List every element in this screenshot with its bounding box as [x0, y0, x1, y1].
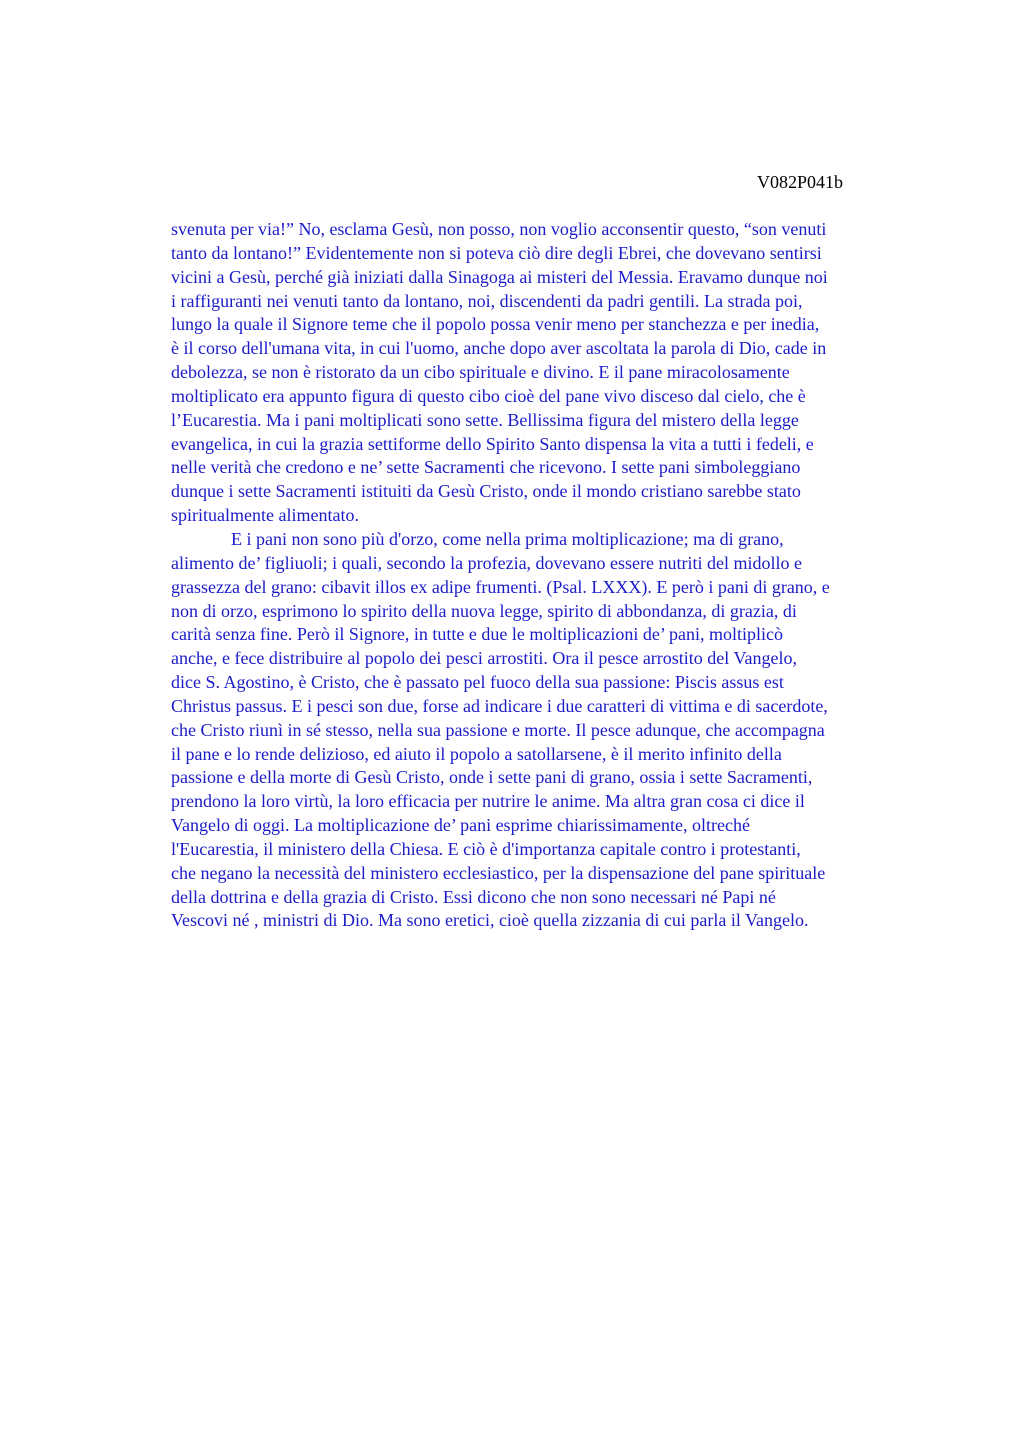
text-line: lungo la quale il Signore teme che il popolo possa venir meno per stanchezza e per inedia,	[171, 314, 820, 335]
text-line: Vescovi né , ministri di Dio. Ma sono eretici, cioè quella zizzania di cui parla il Vangelo.	[171, 910, 809, 931]
text-line: vicini a Gesù, perché già iniziati dalla Sinagoga ai misteri del Messia. Eravamo dunque noi	[171, 266, 828, 287]
text-line: dunque i sette Sacramenti istituiti da Gesù Cristo, onde il mondo cristiano sarebbe stato	[171, 481, 801, 502]
text-line: che Cristo riunì in sé stesso, nella sua passione e morte. Il pesce adunque, che accompagna	[171, 719, 825, 740]
text-line: moltiplicato era appunto figura di questo cibo cioè del pane vivo disceso dal cielo, che è	[171, 385, 806, 406]
text-line: passione e della morte di Gesù Cristo, onde i sette pani di grano, ossia i sette Sacramenti,	[171, 767, 813, 788]
body-text	[171, 218, 935, 933]
text-line: della dottrina e della grazia di Cristo. Essi dicono che non sono necessari né Papi né	[171, 886, 776, 907]
text-line: l'Eucarestia, il ministero della Chiesa. E ciò è d'importanza capitale contro i protestanti,	[171, 838, 801, 859]
page-identifier: V082P041b	[757, 172, 844, 192]
text-line: svenuta per via!” No, esclama Gesù, non posso, non voglio acconsentir questo, “son venuti	[171, 219, 827, 239]
paragraph-first-line: E i pani non sono più d'orzo, come nella prima moltiplicazione; ma di grano,	[231, 528, 784, 549]
text-line: che negano la necessità del ministero ecclesiastico, per la dispensazione del pane spirituale	[171, 862, 826, 883]
text-line: non di orzo, esprimono lo spirito della nuova legge, spirito di abbondanza, di grazia, di	[171, 600, 797, 621]
text-line: tanto da lontano!” Evidentemente non si poteva ciò dire degli Ebrei, che dovevano sentirsi	[171, 242, 822, 263]
text-line: anche, e fece distribuire al popolo dei pesci arrostiti. Ora il pesce arrostito del Vangelo,	[171, 648, 797, 669]
text-line: evangelica, in cui la grazia settiforme dello Spirito Santo dispensa la vita a tutti i fedeli, e	[171, 433, 814, 454]
text-line: nelle verità che credono e ne’ sette Sacramenti che ricevono. I sette pani simboleggiano	[171, 457, 801, 478]
text-line: è il corso dell'umana vita, in cui l'uomo, anche dopo aver ascoltata la parola di Dio, cade in	[171, 338, 827, 359]
text-line: prendono la loro virtù, la loro efficacia per nutrire le anime. Ma altra gran cosa ci dice il	[171, 791, 805, 812]
text-line: Christus passus. E i pesci son due, forse ad indicare i due caratteri di vittima e di sacerdote,	[171, 695, 828, 716]
text-line: grassezza del grano: cibavit illos ex adipe frumenti. (Psal. LXXX). E però i pani di grano, e	[171, 576, 830, 597]
text-line: il pane e lo rende delizioso, ed aiuto il popolo a satollarsene, è il merito infinito della	[171, 743, 782, 764]
text-line: alimento de’ figliuoli; i quali, secondo la profezia, dovevano essere nutriti del midollo e	[171, 552, 802, 573]
text-line: debolezza, se non è ristorato da un cibo spirituale e divino. E il pane miracolosamente	[171, 362, 790, 383]
text-line: dice S. Agostino, è Cristo, che è passato pel fuoco della sua passione: Piscis assus est	[171, 672, 784, 693]
text-line: i raffiguranti nei venuti tanto da lontano, noi, discendenti da padri gentili. La strada poi,	[171, 290, 803, 311]
text-line: Vangelo di oggi. La moltiplicazione de’ pani esprime chiarissimamente, oltreché	[171, 815, 750, 836]
text-line: l’Eucarestia. Ma i pani moltiplicati sono sette. Bellissima figura del mistero della legge	[171, 409, 799, 430]
text-line: spiritualmente alimentato.	[171, 505, 359, 526]
text-line: carità senza fine. Però il Signore, in tutte e due le moltiplicazioni de’ pani, moltiplicò	[171, 624, 783, 645]
